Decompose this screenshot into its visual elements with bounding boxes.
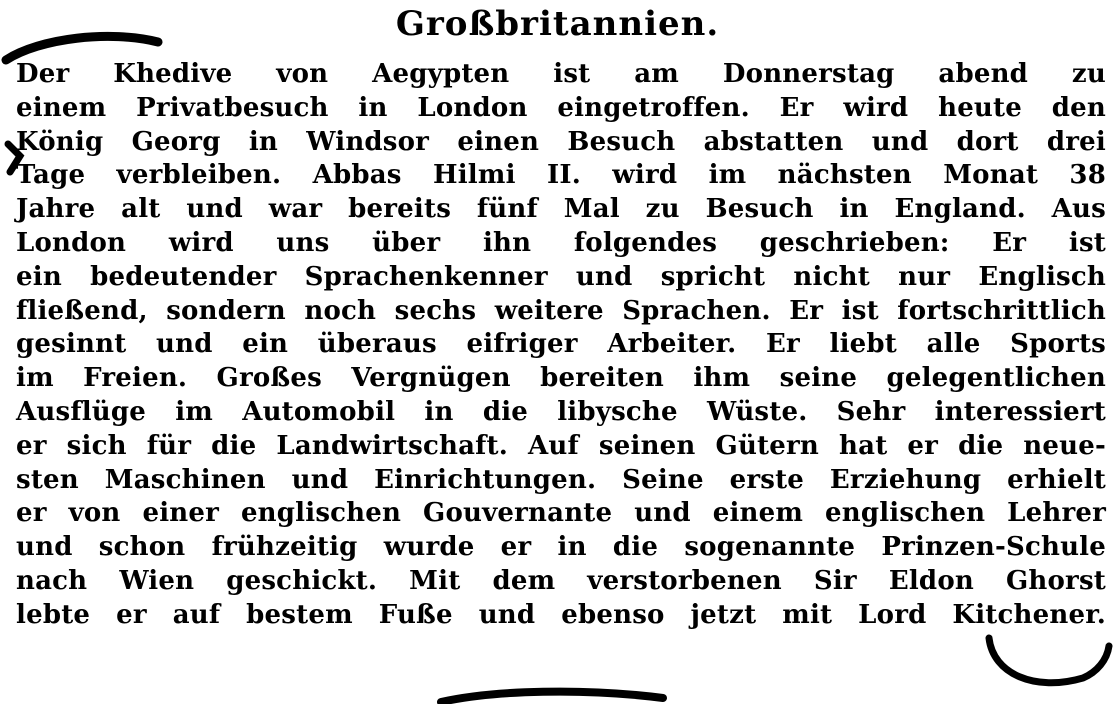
article-line: nach Wien geschickt. Mit dem verstorbenen Sir Eldon Ghorst [16, 565, 1106, 596]
pen-stroke-bottom-right [975, 620, 1115, 704]
article-line: Tage verbleiben. Abbas Hilmi II. wird im nächsten Monat 38 [16, 160, 1106, 191]
article-line: fließend, sondern noch sechs weitere Sprachen. Er ist fortschrittlich [16, 295, 1106, 326]
cut-off-heading-fragment [435, 684, 675, 704]
article-line: König Georg in Windsor einen Besuch abstatten und dort drei [16, 126, 1106, 157]
article-line: er von einer englischen Gouvernante und einem englischen Lehrer [16, 498, 1106, 529]
article-line: und schon frühzeitig wurde er in die sogenannte Prinzen-Schule [16, 532, 1106, 563]
article-line: London wird uns über ihn folgendes geschrieben: Er ist [16, 227, 1106, 258]
article-line: einem Privatbesuch in London eingetroffen. Er wird heute den [16, 92, 1106, 123]
article-line: Ausflüge im Automobil in die libysche Wüste. Sehr interessiert [16, 396, 1106, 427]
article-line: lebte er auf bestem Fuße und ebenso jetzt mit Lord Kitchener. [16, 599, 1106, 630]
article-line: sten Maschinen und Einrichtungen. Seine erste Erziehung erhielt [16, 464, 1106, 495]
article-line: Jahre alt und war bereits fünf Mal zu Besuch in England. Aus [16, 194, 1106, 225]
article-body [16, 58, 1106, 633]
article-line: gesinnt und ein überaus eifriger Arbeiter. Er liebt alle Sports [16, 329, 1106, 360]
article-line: er sich für die Landwirtschaft. Auf seinen Gütern hat er die neue- [16, 430, 1106, 461]
article-line: im Freien. Großes Vergnügen bereiten ihm seine gelegentlichen [16, 363, 1106, 394]
article-headline: Großbritannien. [395, 4, 720, 44]
article-line: Der Khedive von Aegypten ist am Donnerstag abend zu [16, 59, 1106, 89]
article-line: ein bedeutender Sprachenkenner und spricht nicht nur Englisch [16, 261, 1106, 292]
